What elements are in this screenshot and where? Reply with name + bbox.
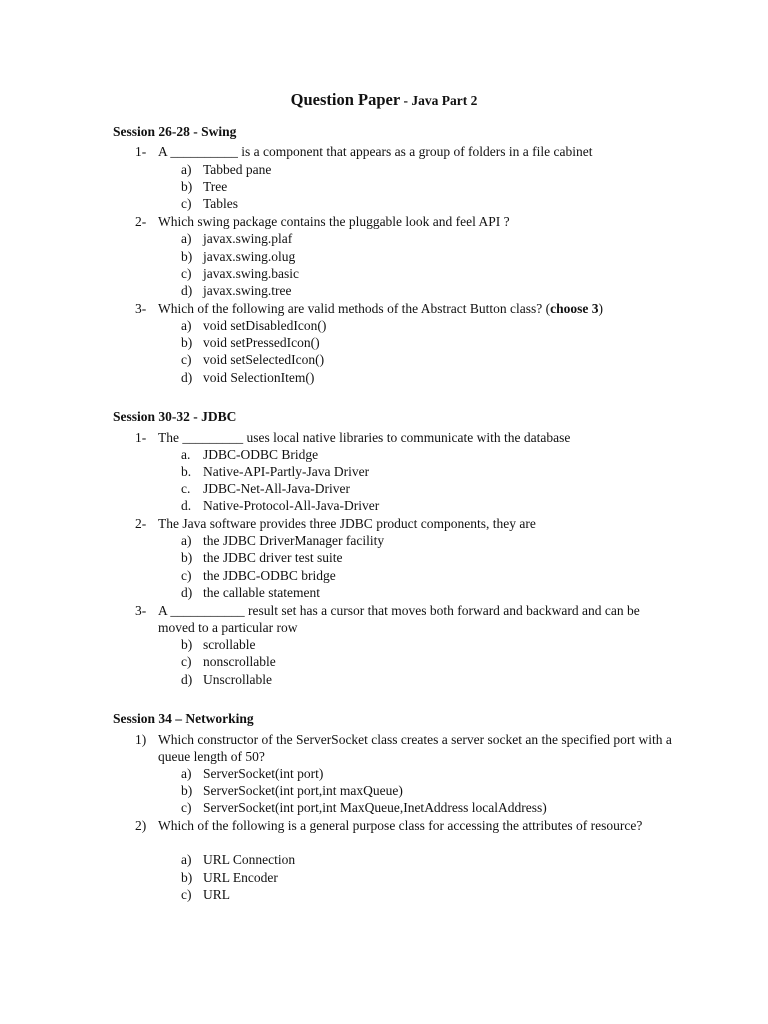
question-number: 3- [135,603,147,618]
session-heading: Session 30-32 - JDBC [113,409,237,424]
option-letter: c) [181,800,192,815]
option-text: javax.swing.basic [203,266,299,281]
option-text: Unscrollable [203,672,272,687]
answer-option [181,480,350,497]
answer-option [181,671,272,688]
option-letter: b) [181,550,193,565]
answer-option [181,265,299,282]
option-letter: d) [181,672,193,687]
option-text: scrollable [203,637,256,652]
option-text: JDBC-Net-All-Java-Driver [203,481,350,496]
question-text: The Java software provides three JDBC product components, they are [158,516,536,531]
option-letter: b) [181,783,193,798]
option-text: URL Connection [203,852,296,867]
question-text: Which swing package contains the pluggable look and feel API ? [158,214,510,229]
option-text: ServerSocket(int port,int maxQueue) [203,783,403,798]
option-text: Native-API-Partly-Java Driver [203,464,370,479]
option-text: URL [203,887,230,902]
option-letter: b. [181,464,192,479]
option-text: void setSelectedIcon() [203,352,325,367]
option-text: void SelectionItem() [203,370,315,385]
question-number: 2- [135,214,147,229]
question [135,602,675,637]
option-letter: d. [181,498,192,513]
title-sub: - Java Part 2 [400,93,478,108]
question-text: Which constructor of the ServerSocket class creates a server socket an the specified port with a queue length of 50? [158,732,672,765]
title-main: Question Paper [290,90,401,109]
question-text: Which of the following is a general purpose class for accessing the attributes of resource? [158,818,643,833]
answer-option [181,869,278,886]
question-number: 1) [135,732,147,747]
option-text: void setDisabledIcon() [203,318,327,333]
option-text: javax.swing.tree [203,283,292,298]
answer-option [181,549,342,566]
option-letter: a) [181,162,192,177]
option-letter: a) [181,533,192,548]
option-text: the JDBC driver test suite [203,550,343,565]
option-text: ServerSocket(int port,int MaxQueue,InetAddress localAddress) [203,800,547,815]
option-text: URL Encoder [203,870,278,885]
answer-option [181,636,255,653]
question [135,817,675,834]
option-text: the JDBC DriverManager facility [203,533,385,548]
option-letter: c) [181,887,192,902]
question [135,429,675,446]
answer-option [181,532,384,549]
answer-option [181,782,403,799]
option-letter: a) [181,766,192,781]
option-text: ServerSocket(int port) [203,766,324,781]
option-letter: b) [181,335,193,350]
option-text: the JDBC-ODBC bridge [203,568,336,583]
option-text: javax.swing.plaf [203,231,293,246]
answer-option [181,230,292,247]
option-text: Tables [203,196,239,211]
option-letter: a) [181,231,192,246]
question-text: The _________ uses local native libraries to communicate with the database [158,430,571,445]
question [135,515,675,532]
answer-option [181,446,318,463]
answer-option [181,195,238,212]
answer-option [181,584,320,601]
option-letter: c) [181,196,192,211]
option-text: Native-Protocol-All-Java-Driver [203,498,380,513]
option-letter: b) [181,870,193,885]
option-letter: c) [181,352,192,367]
session-heading: Session 34 – Networking [113,711,254,726]
question [135,213,675,230]
option-text: javax.swing.olug [203,249,296,264]
question-number: 3- [135,301,147,316]
answer-option [181,317,326,334]
answer-option [181,851,295,868]
option-text: void setPressedIcon() [203,335,320,350]
question [135,731,675,766]
option-letter: a) [181,852,192,867]
answer-option [181,497,379,514]
question-text: Which of the following are valid methods of the Abstract Button class? (choose 3) [158,301,604,316]
option-text: nonscrollable [203,654,276,669]
answer-option [181,178,227,195]
option-letter: d) [181,283,193,298]
option-letter: c. [181,481,191,496]
question-number: 1- [135,430,147,445]
page-title [0,90,768,110]
question-text: A ___________ result set has a cursor that moves both forward and backward and can be moved to a particular row [158,603,640,636]
question-text: A __________ is a component that appears as a group of folders in a file cabinet [158,144,593,159]
answer-option [181,653,276,670]
session-heading: Session 26-28 - Swing [113,124,237,139]
option-letter: b) [181,249,193,264]
question [135,300,675,317]
question-number: 1- [135,144,147,159]
answer-option [181,351,324,368]
question [135,143,675,160]
option-letter: d) [181,585,193,600]
option-text: the callable statement [203,585,320,600]
answer-option [181,248,295,265]
option-letter: a. [181,447,191,462]
question-number: 2- [135,516,147,531]
answer-option [181,463,369,480]
answer-option [181,765,323,782]
question-emphasis: choose 3 [550,301,599,316]
option-letter: d) [181,370,193,385]
option-text: Tabbed pane [203,162,272,177]
answer-option [181,282,291,299]
answer-option [181,567,336,584]
answer-option [181,369,314,386]
option-text: Tree [203,179,228,194]
answer-option [181,161,271,178]
answer-option [181,886,230,903]
option-letter: c) [181,568,192,583]
option-letter: c) [181,266,192,281]
option-letter: a) [181,318,192,333]
option-letter: b) [181,637,193,652]
option-text: JDBC-ODBC Bridge [203,447,319,462]
option-letter: b) [181,179,193,194]
answer-option [181,334,320,351]
option-letter: c) [181,654,192,669]
answer-option [181,799,547,816]
question-number: 2) [135,818,147,833]
